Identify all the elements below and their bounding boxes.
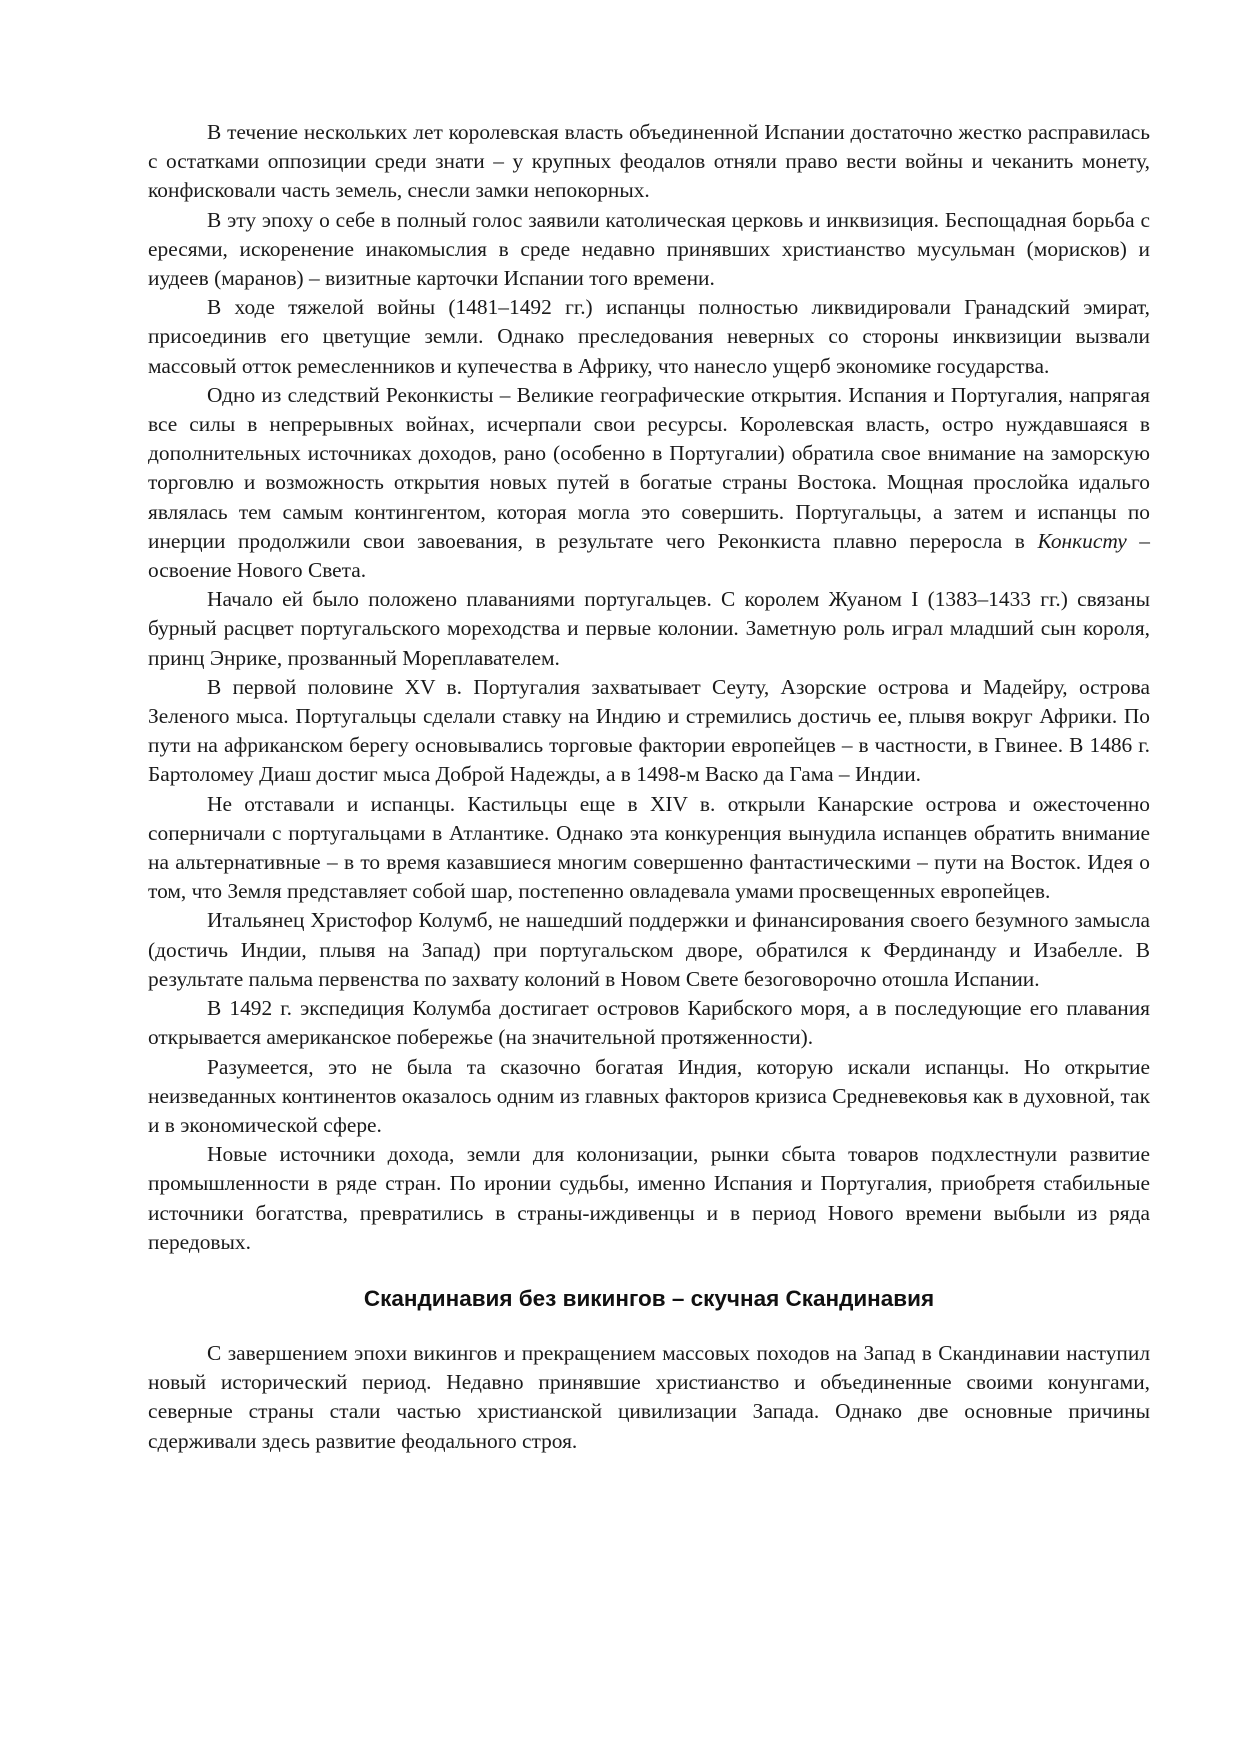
- section-heading: Скандинавия без викингов – скучная Скандинавия: [363, 1285, 935, 1311]
- paragraph: Разумеется, это не была та сказочно богатая Индия, которую искали испанцы. Но открытие неизведанных континентов оказалось одним из главных факторов кризиса Средневековья как в духовной, так и в экономической сфере.: [148, 1054, 1150, 1137]
- paragraph: Новые источники дохода, земли для колонизации, рынки сбыта товаров подхлестнули развитие промышленности в ряде стран. По иронии судьбы, именно Испания и Португалия, приобретя стабильные источники богатства, превратились в страны-иждивенцы и в период Нового времени выбыли из ряда передовых.: [148, 1142, 1150, 1254]
- italic-term: Конкисту: [1037, 528, 1127, 553]
- paragraph: С завершением эпохи викингов и прекращением массовых походов на Запад в Скандинавии наступил новый исторический период. Недавно принявшие христианство и объединенные своими конунгами, северные страны стали частью христианской цивилизации Запада. Однако две основные причины сдерживали здесь развитие феодального строя.: [148, 1340, 1150, 1453]
- paragraph: В первой половине XV в. Португалия захватывает Сеуту, Азорские острова и Мадейру, острова Зеленого мыса. Португальцы сделали ставку на Индию и стремились достичь ее, плывя вокруг Африки. По пути на африканском берегу основывались торговые фактории европейцев – в частности, в Гвинее. В 1486 г. Бартоломеу Диаш достиг мыса Доброй Надежды, а в 1498-м Васко да Гама – Индии.: [148, 674, 1150, 787]
- paragraph-text: Одно из следствий Реконкисты – Великие географические открытия. Испания и Португалия, напрягая все силы в непрерывных войнах, исчерпали свои ресурсы. Королевская власть, остро нуждавшаяся в дополнительных источниках доходов, рано (особенно в Португалии) обратила свое внимание на заморскую торговлю и возможность открытия новых путей в богатые страны Востока. Мощная прослойка идальго являлась тем самым контингентом, которая могла это совершить. Португальцы, а затем и испанцы по инерции продолжили свои завоевания, в результате чего Реконкиста плавно переросла в: [148, 382, 1150, 553]
- paragraph-text: – освоение Нового Света.: [148, 528, 1151, 583]
- paragraph-reconquista: [148, 381, 1150, 585]
- paragraph: В течение нескольких лет королевская власть объединенной Испании достаточно жестко расправилась с остатками оппозиции среди знати – у крупных феодалов отняли право вести войны и чеканить монету, конфисковали часть земель, снесли замки непокорных.: [148, 120, 1150, 203]
- paragraph: Начало ей было положено плаваниями португальцев. С королем Жуаном I (1383–1433 гг.) связаны бурный расцвет португальского мореходства и первые колонии. Заметную роль играл младший сын короля, принц Энрике, прозванный Мореплавателем.: [148, 587, 1150, 670]
- paragraph: Итальянец Христофор Колумб, не нашедший поддержки и финансирования своего безумного замысла (достичь Индии, плывя на Запад) при португальском дворе, обратился к Фердинанду и Изабелле. В результате пальма первенства по захвату колоний в Новом Свете безоговорочно отошла Испании.: [148, 908, 1150, 991]
- paragraph: В ходе тяжелой войны (1481–1492 гг.) испанцы полностью ликвидировали Гранадский эмират, присоединив его цветущие земли. Однако преследования неверных со стороны инквизиции вызвали массовый отток ремесленников и купечества в Африку, что нанесло ущерб экономике государства.: [148, 295, 1150, 378]
- paragraph: Не отставали и испанцы. Кастильцы еще в XIV в. открыли Канарские острова и ожесточенно соперничали с португальцами в Атлантике. Однако эта конкуренция вынудила испанцев обратить внимание на альтернативные – в то время казавшиеся многим совершенно фантастическими – пути на Восток. Идея о том, что Земля представляет собой шар, постепенно овладевала умами просвещенных европейцев.: [148, 791, 1150, 904]
- document-page: [148, 118, 1150, 1456]
- paragraph: В эту эпоху о себе в полный голос заявили католическая церковь и инквизиция. Беспощадная борьба с ересями, искоренение инакомыслия в среде недавно принявших христианство мусульман (морисков) и иудеев (маранов) – визитные карточки Испании того времени.: [148, 207, 1150, 291]
- paragraph: В 1492 г. экспедиция Колумба достигает островов Карибского моря, а в последующие его плавания открывается американское побережье (на значительной протяженности).: [148, 996, 1150, 1050]
